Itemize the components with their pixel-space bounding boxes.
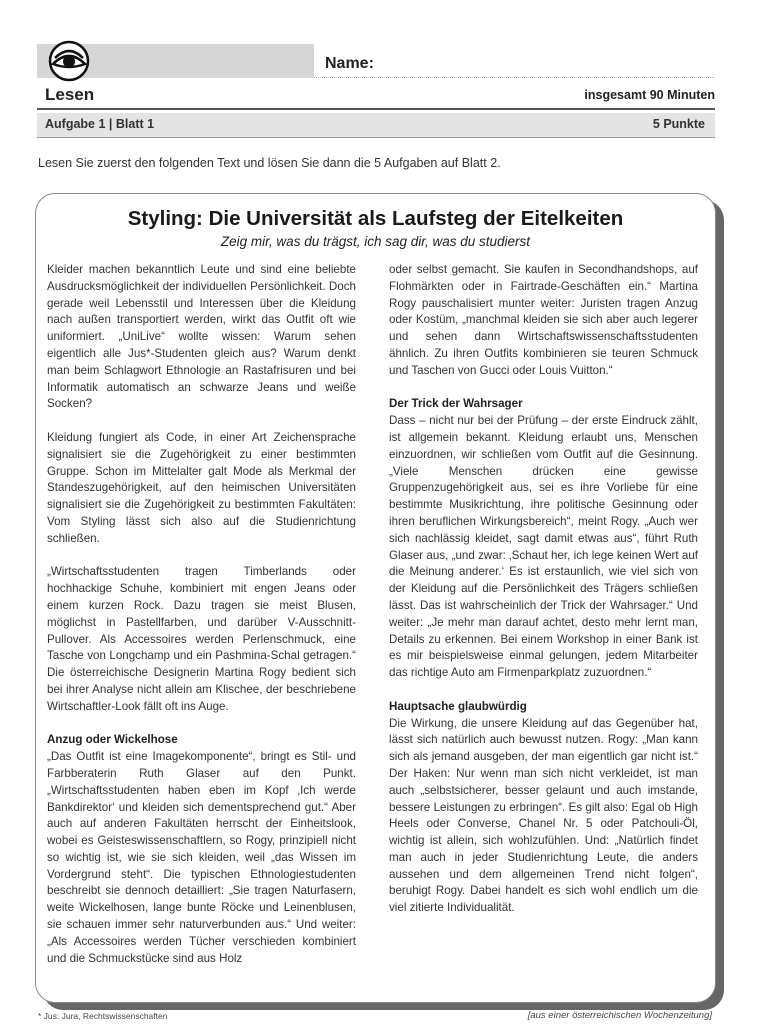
eye-icon	[45, 40, 93, 82]
paragraph: Kleidung fungiert als Code, in einer Art Zeichensprache signalisiert sie die Zugehörigkeit zu einer bestimmten Gruppe. Schon im Mittelalter galt Mode als Merkmal der Standeszugehörigkeit, auf den heimischen Universitäten signalisiert sie die Zugehörigkeit zu bestimmten Fakultäten: Vom Styling lässt sich also auf die Studienrichtung schließen.	[47, 430, 356, 545]
instruction-text: Lesen Sie zuerst den folgenden Text und lösen Sie dann die 5 Aufgaben auf Blatt 2.	[38, 156, 501, 170]
name-line	[314, 77, 715, 78]
article-subtitle: Zeig mir, was du trägst, ich sag dir, was du studierst	[220, 234, 531, 249]
paragraph: oder selbst gemacht. Sie kaufen in Secondhandshops, auf Flohmärkten oder in Fairtrade-Geschäften ein.“ Martina Rogy pauschalisiert munter weiter: Juristen tragen Anzug oder Kostüm, „manchmal kleiden sie sich aber auch legerer und sehen dann Wirtschaftswissenschaftsstudenten ähnlich. Zu ihren Outfits kombinieren sie teuren Schmuck und Taschen von Gucci oder Louis Vuitton.“	[389, 263, 698, 377]
section-heading: Der Trick der Wahrsager	[389, 397, 523, 411]
paragraph: Kleider machen bekanntlich Leute und sind eine beliebte Ausdrucksmöglichkeit der individuellen Persönlichkeit. Doch gerade weil Lebensstil und Interessen über die Kleidung nach außen transportiert werden, wirkt das Outfit oft wie uniformiert. „UniLive“ wollte wissen: Warum sehen eigentlich alle Jus*-Studenten gleich aus? Warum denkt man beim Schlagwort Ethnologie an Rastafrisuren und bei Informatik automatisch an schwarze Jeans und weiße Socken?	[47, 263, 356, 411]
section-heading: Anzug oder Wickelhose	[47, 733, 178, 747]
source-note: [aus einer österreichischen Wochenzeitung]	[527, 1010, 712, 1021]
article-column-right	[389, 262, 698, 934]
paragraph: „Das Outfit ist eine Imagekomponente“, bringt es Stil- und Farbberaterin Ruth Glaser auf den Punkt. „Wirtschaftsstudenten haben eben im Kopf ‚Ich werde Bankdirektor‘ und kleiden sich dementsprechend gut.“ Aber auch auf anderen Fakultäten herrscht der Einheitslook, wobei es Geisteswissenschaftlern, so Rogy, prinzipiell nicht so wichtig ist, wie sie sich kleiden, weil „das Wissen im Vordergrund steht“. Die typischen Ethnologiestudenten beschreibt sie dennoch detailliert: „Sie tragen Naturfasern, weite Wickelhosen, lange bunte Röcke und Leinenblusen, sie schauen immer sehr naturverbunden aus.“ Und weiter: „Als Accessoires werden Tücher verschieden kombiniert und die Schmuckstücke sind aus Holz	[47, 750, 356, 965]
paragraph: Die Wirkung, die unsere Kleidung auf das Gegenüber hat, lässt sich natürlich auch bewusst nutzen. Rogy: „Man kann sich als jemand ausgeben, der man eigentlich gar nicht ist.“ Der Haken: Nur wenn man sich nicht verkleidet, ist man auch „selbstsicherer, besser gelaunt und auch imstande, bessere Leistungen zu erbringen“. Es gilt also: Egal ob High Heels oder Converse, Chanel Nr. 5 oder Patchouli-Öl, wichtig ist allein, sich wohlzufühlen. Und: „Natürlich findet man auch in jeder Studienrichtung Leute, die anders aussehen und dem allgemeinen Trend nicht folgen“, beruhigt Rogy. Dabei handelt es sich wohl endlich um die viel zitierte Individualität.	[389, 716, 698, 915]
section-row	[37, 84, 715, 110]
footnote: * Jus: Jura, Rechtswissenschaften	[38, 1011, 168, 1021]
article-title: Styling: Die Universität als Laufsteg der Eitelkeiten	[127, 207, 624, 230]
paragraph: „Wirtschaftsstudenten tragen Timberlands oder hochhackige Schuhe, kombiniert mit engen Jeans oder einem kurzen Rock. Dazu tragen sie meist Blusen, möglichst in Pastellfarben, und darüber V-Ausschnitt-Pullover. Als Accessoires werden Perlenschmuck, eine Tasche von Longchamp und ein Pashmina-Schal getragen.“ Die österreichische Designerin Martina Rogy bedient sich bei ihrer Analyse nicht allein am Klischee, der beschriebene Wirtschaftler-Look fällt oft ins Auge.	[47, 565, 356, 713]
task-label: Aufgabe 1 | Blatt 1	[45, 117, 155, 131]
article-column-left	[47, 262, 356, 984]
points-label: 5 Punkte	[652, 117, 705, 131]
paragraph: Dass – nicht nur bei der Prüfung – der erste Eindruck zählt, ist allgemein bekannt. Kleidung erlaubt uns, Menschen einzuordnen, wir schließen vom Outfit auf die Gesinnung. „Viele Menschen drücken eine gewisse Gruppenzugehörigkeit aus, sei es ihre Vorliebe für eine bestimmte Musikrichtung, ihre politische Gesinnung oder ihren beruflichen Wirkungsbereich“, meint Rogy. „Auch wer sich nachlässig kleidet, sagt damit etwas aus“, führt Ruth Glaser aus, „und zwar: ‚Schaut her, ich lege keinen Wert auf die Meinung anderer.‘ Es ist erstaunlich, wie viel sich von der Kleidung auf die Persönlichkeit des Trägers schließen lässt. Das ist wahrscheinlich der Trick der Wahrsager.“ Und weiter: „Je mehr man darauf achtet, desto mehr lernt man, Details zu erkennen. Bei einem Workshop in einer Bank ist es mir beispielsweise einmal gelungen, jedem Mitarbeiter das richtige Auto am Firmenparkplatz zuzuordnen.“	[389, 414, 698, 680]
task-bar	[37, 113, 715, 138]
article-box	[35, 193, 716, 1003]
total-time: insgesamt 90 Minuten	[584, 88, 715, 102]
section-heading: Hauptsache glaubwürdig	[389, 699, 527, 713]
name-label: Name:	[325, 55, 374, 72]
section-title: Lesen	[45, 85, 95, 104]
